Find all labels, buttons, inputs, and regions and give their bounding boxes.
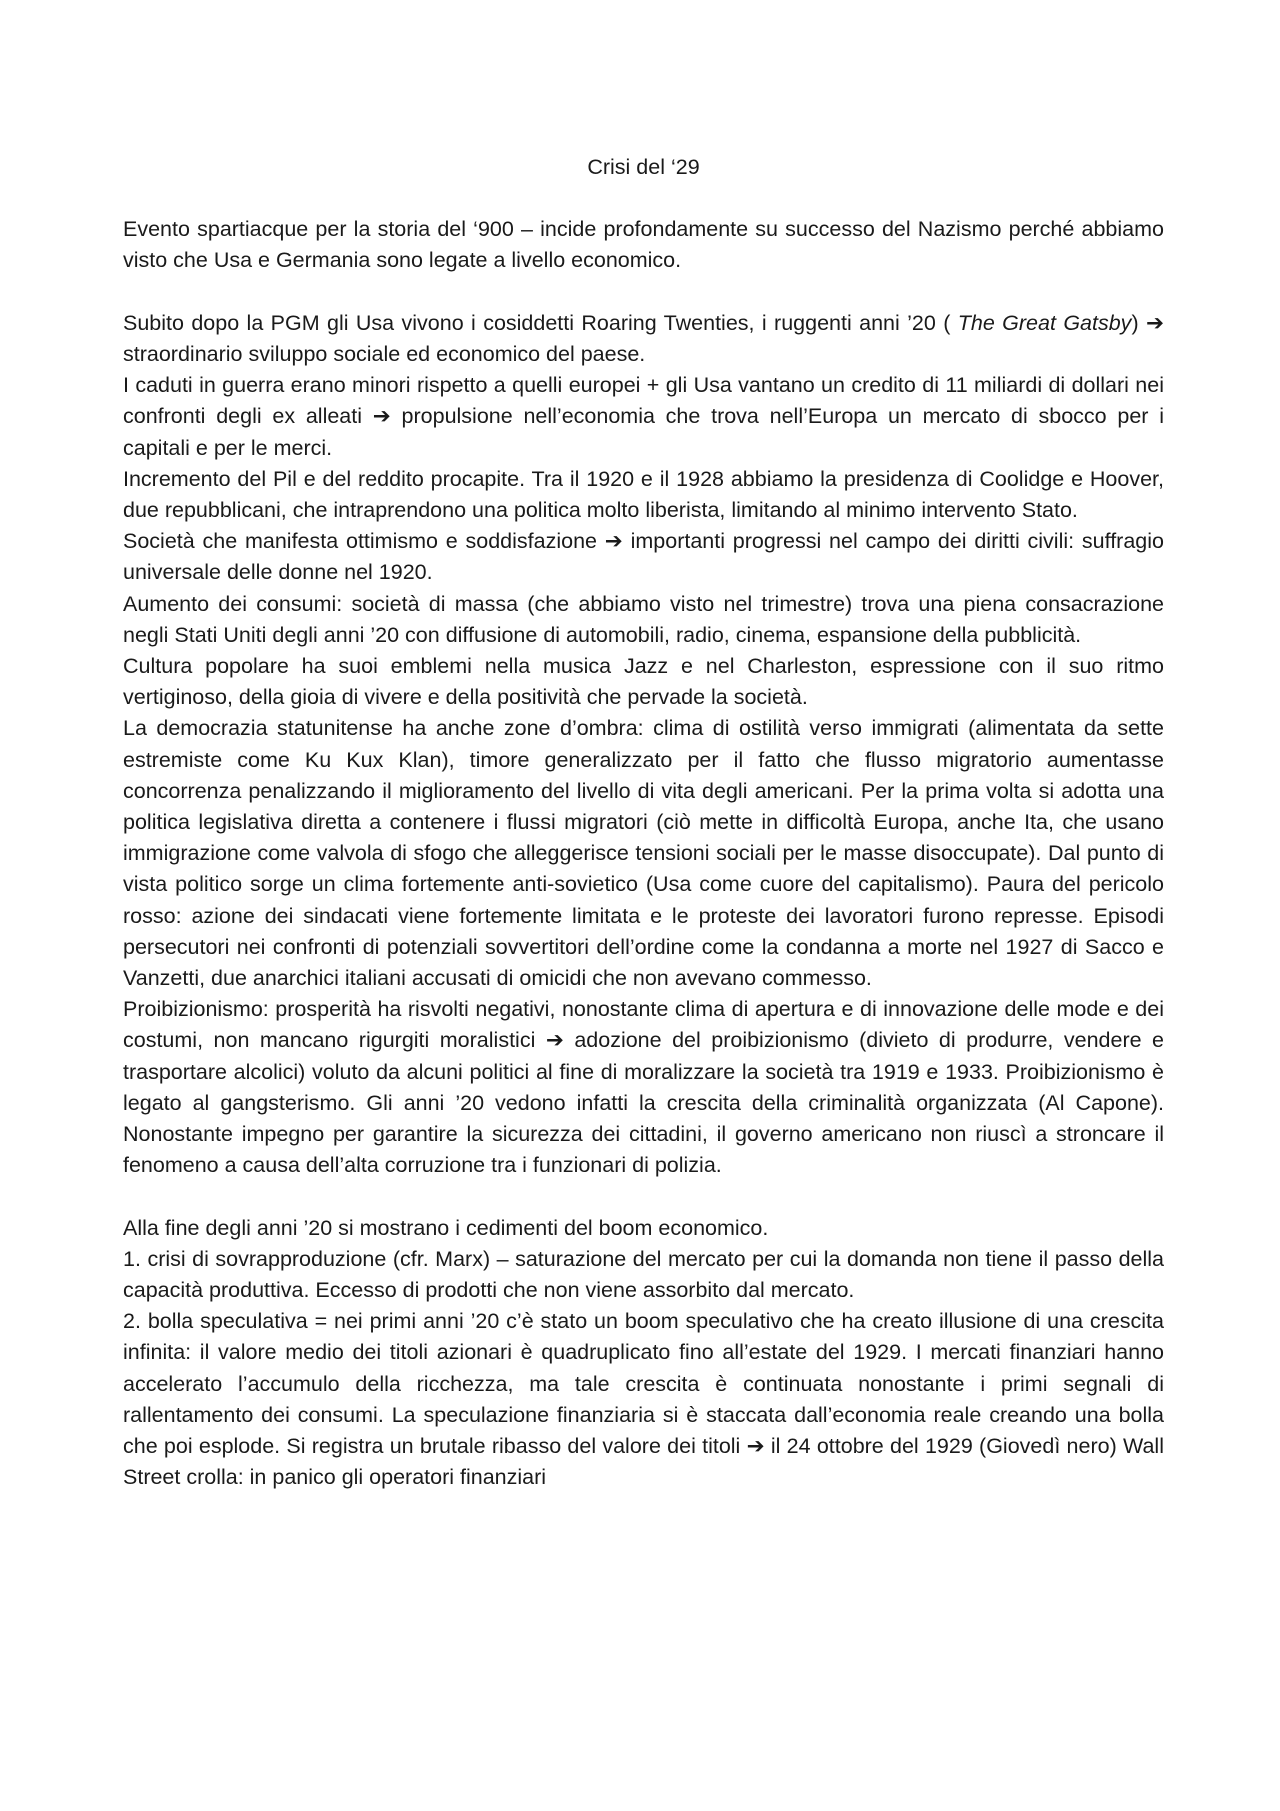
text-run: propulsione nell’economia che trova nell’Europa un mercato di sbocco per i capitali e per le merci.	[123, 404, 1164, 460]
arrow-icon: ➔	[372, 404, 391, 429]
boom-end-paragraph: Alla fine degli anni ’20 si mostrano i cedimenti del boom economico.	[123, 1215, 769, 1240]
arrow-icon: ➔	[604, 529, 623, 554]
text-run: I caduti in guerra erano minori rispetto a quelli europei + gli Usa vantano un credito di 11 miliardi di dollari nei confronti degli ex alleati	[123, 373, 1164, 429]
text-run: )	[1131, 310, 1146, 335]
text-run: straordinario sviluppo sociale ed economico del paese.	[123, 342, 646, 366]
gdp-paragraph: Incremento del Pil e del reddito procapite. Tra il 1920 e il 1928 abbiamo la presidenza di Coolidge e Hoover, due repubblicani, che intraprendono una politica molto liberista, limitando al minimo intervento Stato.	[123, 466, 1164, 523]
document-page	[123, 152, 1164, 1494]
civil-rights-paragraph	[123, 526, 1164, 588]
text-run: Subito dopo la PGM gli Usa vivono i cosiddetti Roaring Twenties, i ruggenti anni ’20 (	[123, 310, 958, 335]
text-run: 2. bolla speculativa = nei primi anni ’20 c’è stato un boom speculativo che ha creato illusione di una crescita infinita: il valore medio dei titoli azionari è quadruplicato fino all’estate del 1929. I mercati finanziari hanno accelerato l’accumulo della ricchezza, ma tale crescita è continuata nonostante i primi segnali di rallentamento dei consumi. La speculazione finanziaria si è staccata dall’economia reale creando una bolla che poi esplode. Si registra un brutale ribasso del valore dei titoli	[123, 1309, 1164, 1459]
book-title: The Great Gatsby	[957, 310, 1132, 335]
paragraph-gap	[123, 1181, 1164, 1212]
intro-paragraph: Evento spartiacque per la storia del ‘900 – incide profondamente su successo del Nazismo perché abbiamo visto che Usa e Germania sono legate a livello economico.	[123, 217, 1164, 273]
roaring-twenties-paragraph	[123, 308, 1164, 370]
text-run: Proibizionismo: prosperità ha risvolti negativi, nonostante clima di apertura e di innovazione delle mode e dei costumi, non mancano rigurgiti moralistici	[123, 997, 1164, 1053]
paragraph-gap	[123, 277, 1164, 308]
text-run: adozione del proibizionismo (divieto di produrre, vendere e trasportare alcolici) voluto da alcuni politici al fine di moralizzare la società tra 1919 e 1933. Proibizionismo è legato al gangsterismo. Gli anni ’20 vedono infatti la crescita della criminalità organizzata (Al Capone). Nonostante impegno per garantire la sicurezza dei cittadini, il governo americano non riuscì a stroncare il fenomeno a causa dell’alta corruzione tra i funzionari di polizia.	[123, 1028, 1164, 1178]
text-run: Società che manifesta ottimismo e soddisfazione	[123, 529, 605, 554]
text-run: il 24 ottobre del 1929 (Giovedì nero) Wall Street crolla: in panico gli operatori finanziari	[123, 1434, 1164, 1490]
consumption-paragraph: Aumento dei consumi: società di massa (che abbiamo visto nel trimestre) trova una piena consacrazione negli Stati Uniti degli anni ’20 con diffusione di automobili, radio, cinema, espansione della pubblicità.	[123, 591, 1164, 647]
text-run: importanti progressi nel campo dei diritti civili: suffragio universale delle donne nel 1920.	[123, 529, 1164, 585]
document-title: Crisi del ‘29	[587, 155, 700, 179]
democracy-paragraph: La democrazia statunitense ha anche zone d’ombra: clima di ostilità verso immigrati (alimentata da sette estremiste come Ku Kux Klan), timore generalizzato per il fatto che flusso migratorio aumentasse concorrenza penalizzando il miglioramento del livello di vita degli americani. Per la prima volta si adotta una politica legislativa diretta a contenere i flussi migratori (ciò mette in difficoltà Europa, anche Ita, che usano immigrazione come valvola di sfogo che alleggerisce tensioni sociali per le masse disoccupate). Dal punto di vista politico sorge un clima fortemente anti-sovietico (Usa come cuore del capitalismo). Paura del pericolo rosso: azione dei sindacati viene fortemente limitata e le proteste dei lavoratori furono represse. Episodi persecutori nei confronti di potenziali sovvertitori dell’ordine come la condanna a morte nel 1927 di Sacco e Vanzetti, due anarchici italiani accusati di omicidi che non avevano commesso.	[123, 716, 1164, 991]
arrow-icon: ➔	[746, 1434, 765, 1459]
war-credit-paragraph	[123, 370, 1164, 464]
overproduction-paragraph: 1. crisi di sovrapproduzione (cfr. Marx) – saturazione del mercato per cui la domanda non tiene il passo della capacità produttiva. Eccesso di prodotti che non viene assorbito dal mercato.	[123, 1246, 1164, 1303]
arrow-icon: ➔	[545, 1028, 564, 1053]
prohibition-paragraph	[123, 994, 1164, 1181]
arrow-icon: ➔	[1145, 310, 1164, 335]
speculative-bubble-paragraph	[123, 1306, 1164, 1493]
culture-paragraph: Cultura popolare ha suoi emblemi nella musica Jazz e nel Charleston, espressione con il suo ritmo vertiginoso, della gioia di vivere e della positività che pervade la società.	[123, 654, 1164, 710]
